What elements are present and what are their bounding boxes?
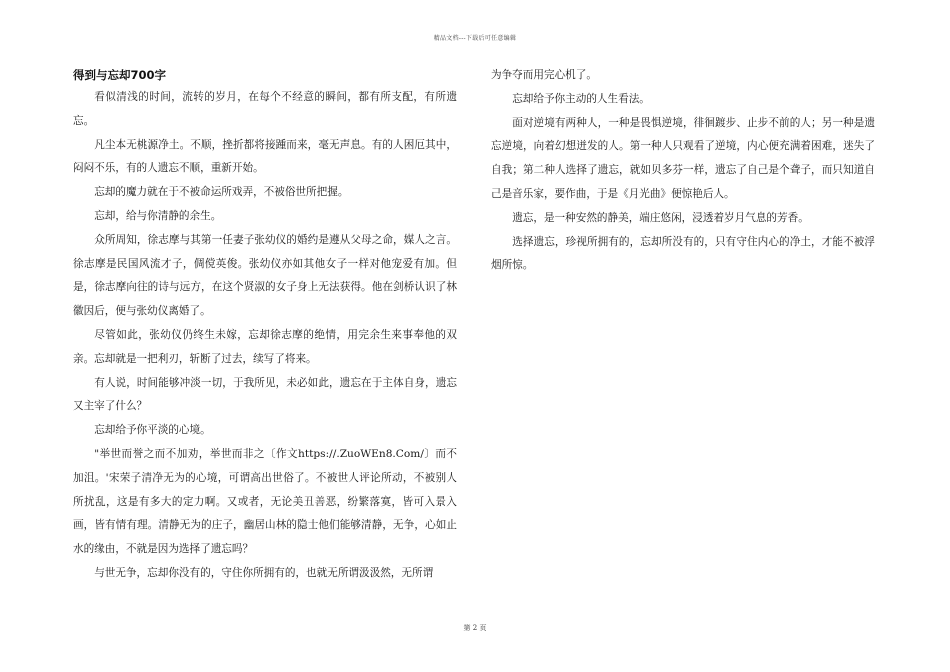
left-column (73, 64, 457, 586)
paragraph: 忘却的魔力就在于不被命运所戏弄，不被俗世所把握。 (94, 186, 349, 199)
paragraph: 忘却，给与你清静的余生。 (94, 209, 222, 222)
paragraph: 凡尘本无桃源净土。不顺，挫折都将接踵而来，毫无声息。有的人困厄其中，闷闷不乐，有的人遗忘不顺，重新开始。 (73, 138, 457, 175)
paragraph: 遗忘，是一种安然的静美，端庄悠闲，浸透着岁月气息的芳香。 (512, 211, 809, 224)
paragraph-continuation: 为争夺而用完心机了。 (491, 69, 597, 81)
document-title: 得到与忘却700字 (73, 68, 167, 82)
paragraph: 忘却给予你主动的人生看法。 (512, 92, 650, 105)
paragraph: 忘却给予你平淡的心境。 (94, 424, 211, 437)
paragraph: 与世无争，忘却你没有的，守住你所拥有的，也就无所谓汲汲然，无所谓 (94, 566, 434, 579)
right-column (491, 64, 875, 278)
paragraph: 选择遗忘，珍视所拥有的，忘却所没有的，只有守住内心的净土，才能不被浮烟所惊。 (491, 235, 875, 272)
paragraph: 看似清浅的时间，流转的岁月，在每个不经意的瞬间，都有所支配，有所遗忘。 (73, 91, 457, 127)
paragraph: 尽管如此，张幼仪仍终生未嫁，忘却徐志摩的绝情，用完余生来事奉他的双亲。忘却就是一把利刃，斩断了过去，续写了将来。 (73, 328, 457, 365)
paragraph: 面对逆境有两种人，一种是畏惧逆境，徘徊踱步、止步不前的人；另一种是遗忘逆境，向着幻想迸发的人。第一种人只观看了逆境，内心便充满着困难，迷失了自我；第二种人选择了遗忘，就如贝多芬一样，遗忘了自己是个聋子，而只知道自己是音乐家，要作曲，于是《月光曲》便惊艳后人。 (491, 116, 875, 200)
paragraph: 有人说，时间能够冲淡一切，于我所见，未必如此，遗忘在于主体自身，遗忘又主宰了什么？ (73, 376, 457, 413)
paragraph: 众所周知，徐志摩与其第一任妻子张幼仪的婚约是遵从父母之命，媒人之言。徐志摩是民国风流才子，倜傥英俊。张幼仪亦如其他女子一样对他宠爱有加。但是，徐志摩向往的诗与远方，在这个贤淑的女子身上无法获得。他在剑桥认识了林徽因后，便与张幼仪离婚了。 (73, 233, 457, 318)
page-header: 精品文档---下载后可任意编辑 (433, 35, 517, 42)
paragraph: "举世而誉之而不加劝，举世而非之〔作文https://.ZuoWEn8.Com/〕而不加沮。'宋荣子清净无为的心境，可谓高出世俗了。不被世人评论所动，不被别人所扰乱，这是有多大的定力啊。又或者，无论美丑善恶，纷繁落寞，皆可入景入画，皆有情有理。清静无为的庄子，幽居山林的隐士他们能够清静，无争，心如止水的缘由，不就是因为选择了遗忘吗？ (73, 447, 457, 556)
page-number: 第 2 页 (463, 624, 487, 632)
